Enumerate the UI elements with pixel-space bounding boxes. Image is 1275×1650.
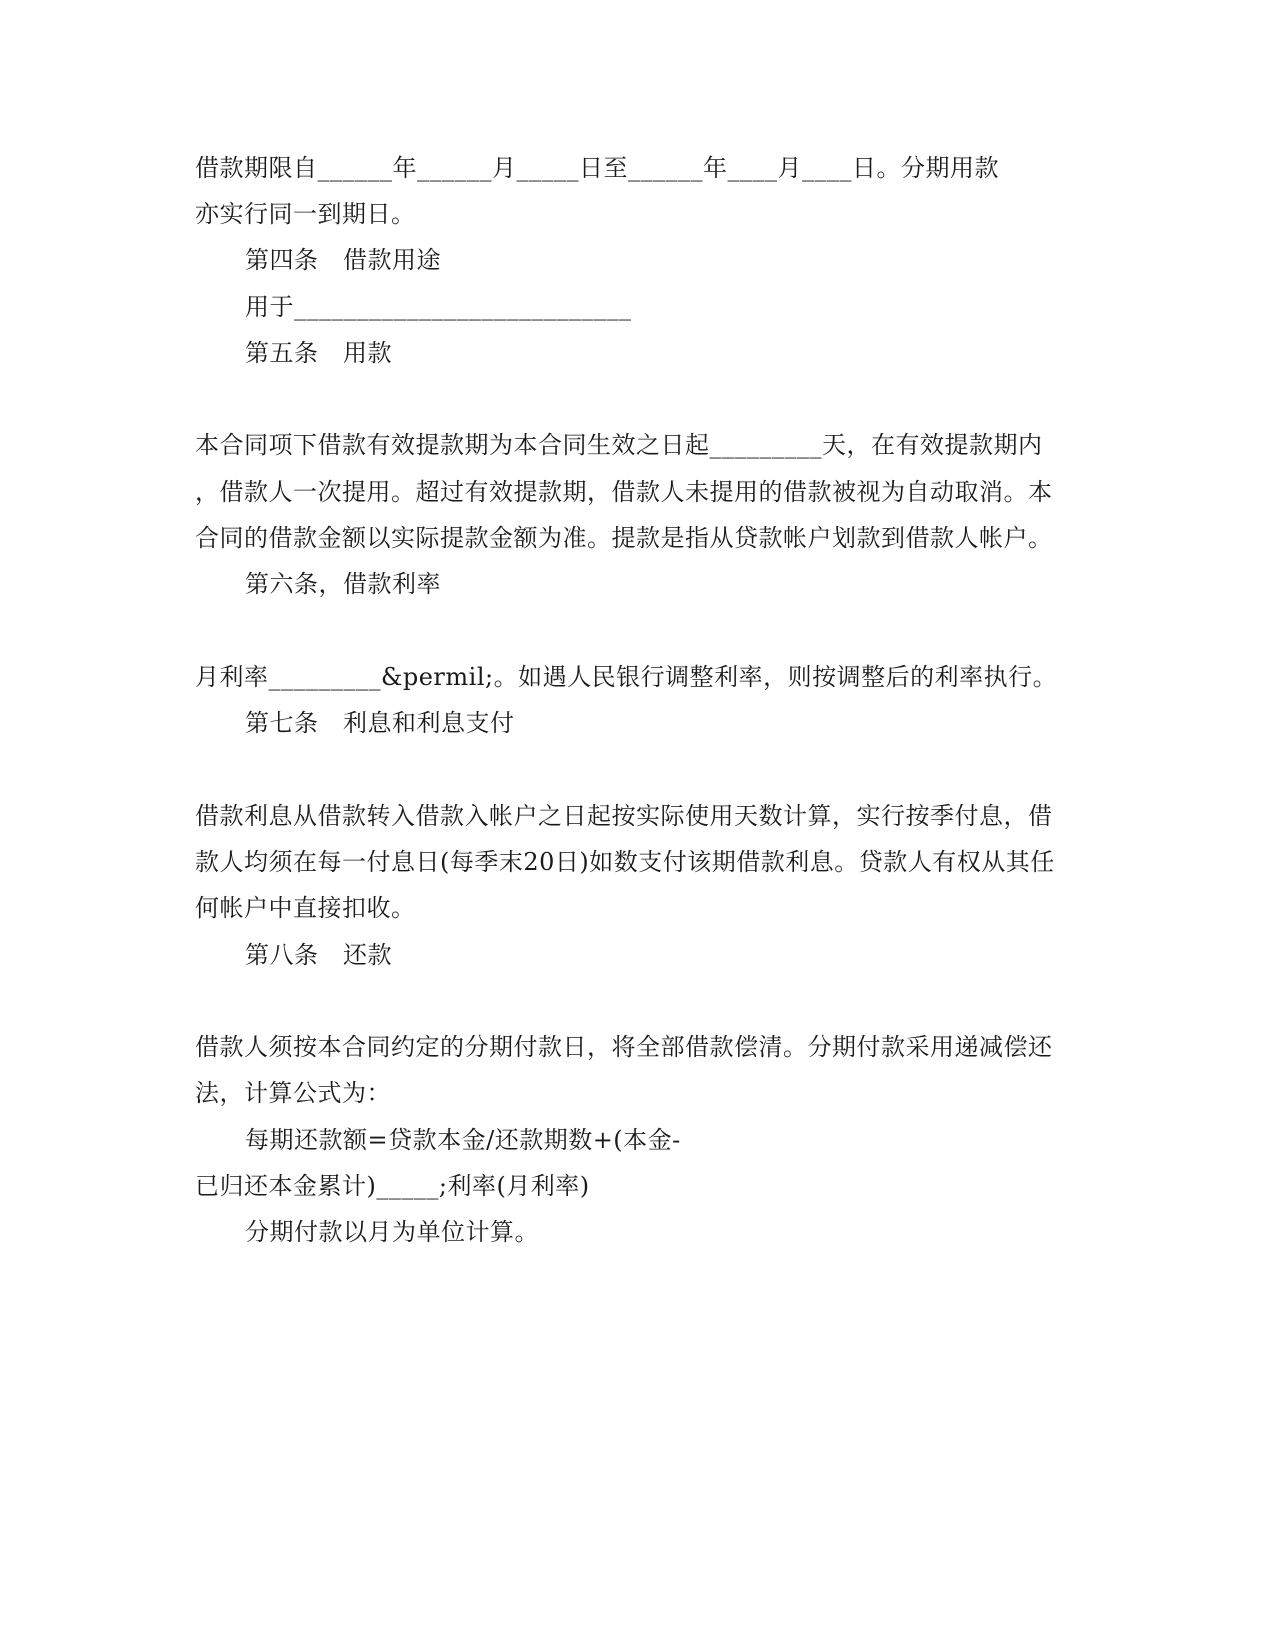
loan-term-line-2: 亦实行同一到期日。 bbox=[195, 200, 416, 228]
drawdown-paragraph-line-1: 本合同项下借款有效提款期为本合同生效之日起_________天，在有效提款期内 bbox=[195, 431, 1043, 459]
interest-rate-line: 月利率_________&permil;。如遇人民银行调整利率，则按调整后的利率执行。 bbox=[195, 663, 1058, 691]
interest-paragraph-line-1: 借款利息从借款转入借款入帐户之日起按实际使用天数计算，实行按季付息，借 bbox=[195, 802, 1053, 830]
drawdown-paragraph-line-2: ，借款人一次提用。超过有效提款期，借款人未提用的借款被视为自动取消。本 bbox=[195, 478, 1053, 506]
formula-line-2: 已归还本金累计)_____;利率(月利率) bbox=[195, 1172, 590, 1200]
loan-term-line: 借款期限自______年______月_____日至______年____月____日。分期用款 bbox=[195, 154, 999, 182]
repayment-paragraph-line-1: 借款人须按本合同约定的分期付款日，将全部借款偿清。分期付款采用递减偿还 bbox=[195, 1033, 1053, 1061]
article-4-heading: 第四条 借款用途 bbox=[245, 246, 441, 274]
article-7-heading: 第七条 利息和利息支付 bbox=[245, 709, 515, 737]
article-6-heading: 第六条，借款利率 bbox=[245, 570, 441, 598]
installment-note: 分期付款以月为单位计算。 bbox=[245, 1218, 539, 1246]
formula-line-1: 每期还款额=贷款本金/还款期数+(本金- bbox=[245, 1126, 681, 1154]
interest-paragraph-line-2: 款人均须在每一付息日(每季末20日)如数支付该期借款利息。贷款人有权从其任 bbox=[195, 848, 1055, 876]
article-5-heading: 第五条 用款 bbox=[245, 339, 392, 367]
interest-paragraph-line-3: 何帐户中直接扣收。 bbox=[195, 894, 416, 922]
article-8-heading: 第八条 还款 bbox=[245, 941, 392, 969]
drawdown-paragraph-line-3: 合同的借款金额以实际提款金额为准。提款是指从贷款帐户划款到借款人帐户。 bbox=[195, 524, 1053, 552]
repayment-paragraph-line-2: 法，计算公式为： bbox=[195, 1079, 391, 1107]
loan-purpose-line: 用于___________________________ bbox=[245, 293, 632, 321]
